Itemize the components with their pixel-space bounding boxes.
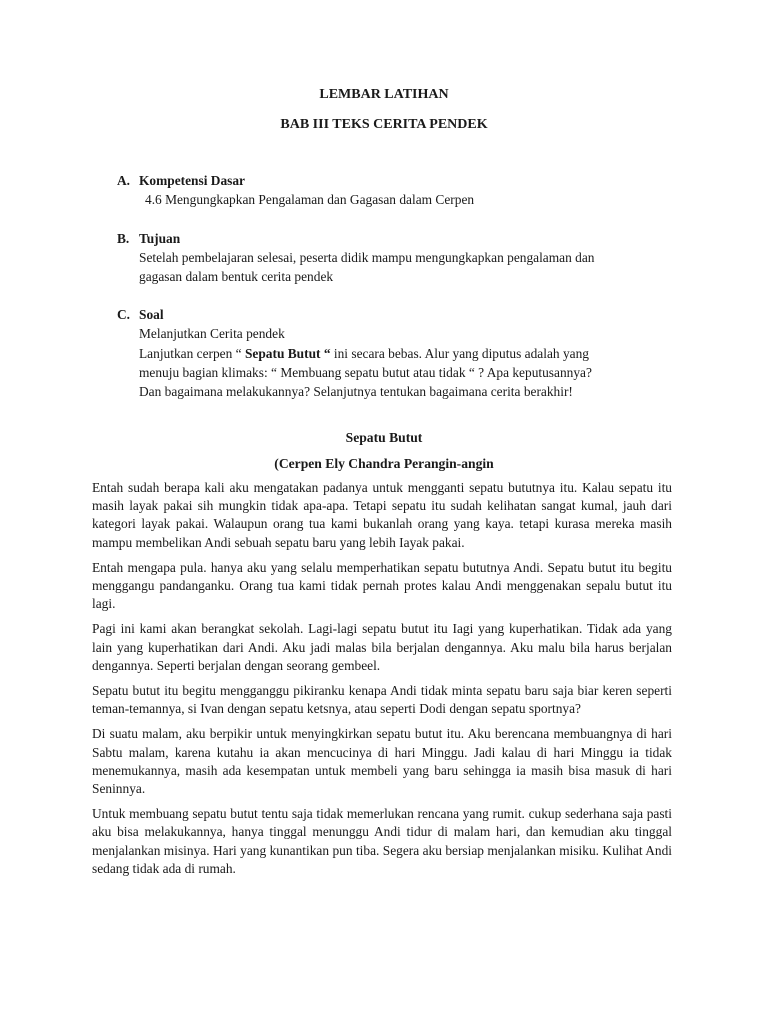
story-byline: (Cerpen Ely Chandra Perangin-angin bbox=[274, 456, 494, 471]
section-b-line-1: Setelah pembelajaran selesai, peserta didik mampu mengungkapkan pengalaman dan bbox=[139, 250, 595, 265]
section-heading-text: Kompetensi Dasar bbox=[139, 173, 246, 188]
section-a-heading bbox=[117, 173, 245, 189]
document-title: LEMBAR LATIHAN bbox=[319, 87, 449, 102]
story-body bbox=[92, 479, 672, 885]
section-c-line-4: Dan bagaimana melakukannya? Selanjutnya tentukan bagaimana cerita berakhir! bbox=[139, 384, 573, 399]
story-name-inline: Sepatu Butut “ bbox=[241, 346, 331, 361]
section-heading-text: Soal bbox=[139, 307, 164, 322]
line-text: ini secara bebas. Alur yang diputus adalah yang bbox=[330, 346, 589, 361]
section-b-heading bbox=[117, 231, 180, 247]
section-heading-text: Tujuan bbox=[139, 231, 181, 246]
section-b-line-2: gagasan dalam bentuk cerita pendek bbox=[139, 269, 334, 284]
section-c-line-1: Melanjutkan Cerita pendek bbox=[139, 326, 285, 341]
story-title: Sepatu Butut bbox=[345, 430, 423, 445]
section-letter: C. bbox=[117, 307, 131, 322]
section-a-line: 4.6 Mengungkapkan Pengalaman dan Gagasan dalam Cerpen bbox=[145, 192, 475, 207]
section-letter: A. bbox=[117, 173, 131, 188]
story-paragraph: Entah sudah berapa kali aku mengatakan padanya untuk mengganti sepatu bututnya itu. Kalau sepatu itu masih layak pakai sih mungkin tidak apa-apa. Tetapi sepatu itu sudah kelihatan sangat kumal, jauh dari kategori layak pakai. Walaupun orang tua kami bukanlah orang yang kaya. tetapi kurasa mereka masih mampu membelikan Andi sebuah sepatu baru yang lebih Iayak pakai. bbox=[92, 480, 672, 550]
story-paragraph: Pagi ini kami akan berangkat sekolah. Lagi-lagi sepatu butut itu Iagi yang kuperhatikan. Tidak ada yang lain yang kuperhatikan dari Andi. Aku jadi malas bila berjalan dengannya. Aku malu bila harus berjalan dengannya. Seperti berjalan dengan seorang gembeel. bbox=[92, 621, 672, 673]
section-letter: B. bbox=[117, 231, 130, 246]
line-text: Lanjutkan cerpen “ bbox=[139, 346, 242, 361]
story-paragraph: Untuk membuang sepatu butut tentu saja tidak memerlukan rencana yang rumit. cukup sederhana saja pasti aku bisa melakukannya, hanya tinggal menunggu Andi tidur di malam hari, dan kemudian aku tinggal menjalankan misinya. Hari yang kunantikan pun tiba. Segera aku bersiap menjalankan misiku. Kulihat Andi sedang tidak ada di rumah. bbox=[92, 806, 672, 876]
section-c-line-3: menuju bagian klimaks: “ Membuang sepatu butut atau tidak “ ? Apa keputusannya? bbox=[139, 365, 592, 380]
section-c-heading bbox=[117, 307, 164, 323]
story-paragraph: Di suatu malam, aku berpikir untuk menyingkirkan sepatu butut itu. Aku berencana membuangnya di hari Sabtu malam, karena kutahu ia akan mencucinya di hari Minggu. Jadi kalau di hari Minggu ia tidak menemukannya, masih ada kesempatan untuk membeli yang baru sehingga ia masih bisa masuk di hari Seninnya. bbox=[92, 726, 672, 797]
story-paragraph: Sepatu butut itu begitu mengganggu pikiranku kenapa Andi tidak minta sepatu baru saja biar keren seperti teman-temannya, si Ivan dengan sepatu ketsnya, atau seperti Dodi dengan sepatu sportnya? bbox=[92, 683, 672, 717]
document-subtitle: BAB III TEKS CERITA PENDEK bbox=[280, 117, 488, 132]
story-paragraph: Entah mengapa pula. hanya aku yang selalu memperhatikan sepatu bututnya Andi. Sepatu butut itu begitu menggangu pandanganku. Orang tua kami tidak pernah protes kalau Andi menggenakan sepalu butut itu lagi. bbox=[92, 559, 672, 612]
section-c-line-2 bbox=[139, 346, 589, 362]
